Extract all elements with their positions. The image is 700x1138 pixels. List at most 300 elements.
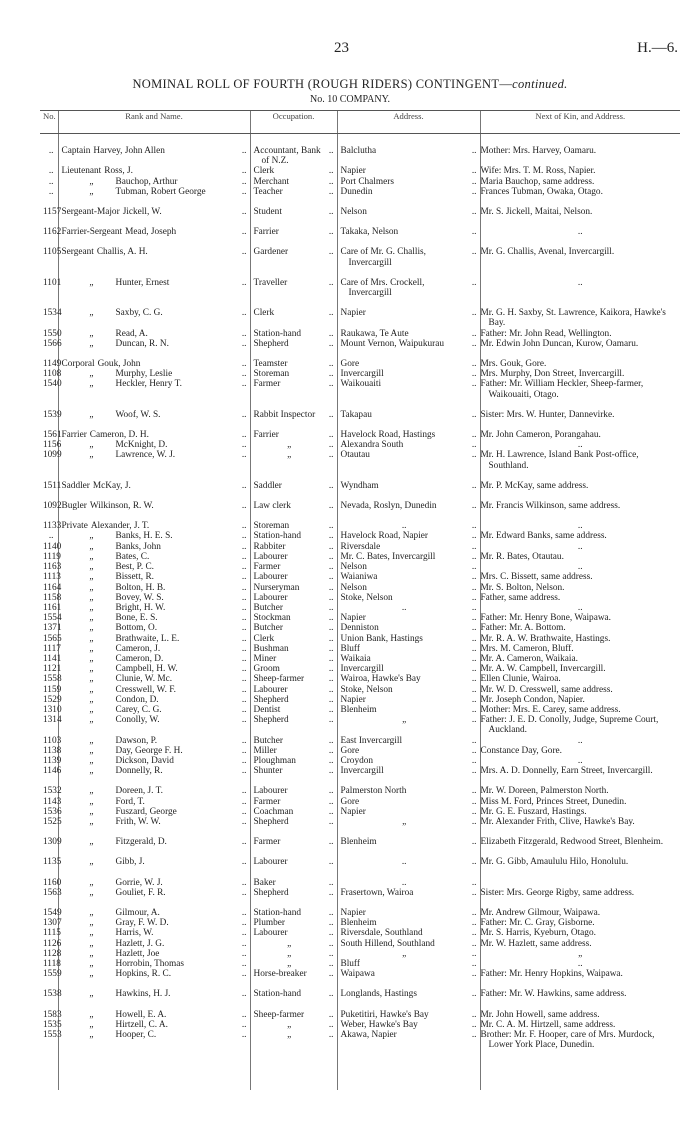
cell-text: Shunter [253, 766, 283, 777]
dot-leader: .. [241, 887, 247, 898]
dot-leader: .. [328, 572, 334, 583]
cell-content [341, 654, 477, 664]
cell-content [341, 807, 477, 817]
dot-leader: .. [471, 755, 477, 766]
cell-text: Waianiwa [340, 572, 378, 583]
rank-and-name [58, 572, 250, 582]
rank: Corporal [61, 359, 95, 370]
cell-content [254, 146, 334, 166]
dot-leader: .. [241, 959, 247, 969]
table-row [40, 134, 680, 167]
rank-ditto-mark: „ [89, 572, 94, 583]
cell-content [62, 715, 247, 725]
spacer [366, 908, 468, 918]
cell-text: Student [253, 207, 282, 218]
cell-content [62, 1030, 247, 1040]
name: Clunie, W. Mc. [115, 674, 173, 685]
service-number: 1540 [43, 379, 62, 390]
rank-ditto-mark: „ [89, 176, 94, 187]
table-row [40, 746, 680, 756]
cell-content [254, 1010, 334, 1020]
cell-text: Labourer [253, 592, 288, 603]
next-of-kin: Mr. G. H. Saxby, St. Lawrence, Kaikora, Hawke's Bay. [480, 298, 680, 328]
cell-content [62, 817, 247, 827]
address [337, 827, 480, 847]
cell-text: Stockman [253, 613, 291, 624]
spacer [384, 766, 468, 776]
service-number: 1119 [43, 551, 61, 562]
table-row [40, 379, 680, 399]
cell-text: Waikaia [340, 653, 371, 664]
rank-and-name [58, 197, 250, 217]
spacer [377, 572, 467, 582]
dot-leader: .. [471, 379, 477, 390]
spacer [164, 593, 238, 603]
spacer [421, 674, 468, 684]
cell-text: Butcher [253, 735, 283, 746]
cell-content [62, 583, 247, 593]
spacer [280, 664, 325, 674]
occupation [250, 1030, 337, 1090]
cell-content [341, 440, 477, 450]
service-number: 1105 [43, 247, 62, 258]
name: Cameron, D. H. [89, 430, 149, 441]
spacer [154, 572, 238, 582]
cell-text: Merchant [253, 176, 290, 187]
next-of-kin: Mrs. A. D. Donnelly, Earn Street, Invercargill. [480, 766, 680, 776]
rank-and-name [58, 511, 250, 531]
dot-leader: .. [241, 440, 247, 451]
dot-leader: .. [328, 755, 334, 766]
address [337, 928, 480, 938]
cell-content [254, 797, 334, 807]
spacer [283, 623, 325, 633]
spacer [162, 705, 238, 715]
cell-content [341, 227, 477, 237]
spacer [372, 410, 468, 420]
spacer [160, 410, 237, 420]
service-number: 1536 [43, 806, 62, 817]
occupation [250, 603, 337, 613]
cell-text: Miller [253, 745, 277, 756]
next-of-kin: Maria Bauchop, same address. [480, 177, 680, 187]
next-of-kin: Miss M. Ford, Princes Street, Dunedin. [480, 797, 680, 807]
address [337, 552, 480, 562]
occupation [250, 979, 337, 999]
occupation [250, 420, 337, 440]
dot-leader: .. [471, 623, 477, 634]
title-continued: continued. [512, 77, 568, 91]
cell-text: Labourer [253, 928, 288, 939]
cell-content [341, 664, 477, 674]
service-number: 1310 [43, 704, 62, 715]
dot-leader: .. [471, 572, 477, 583]
table-row [40, 736, 680, 746]
cell-content [341, 552, 477, 562]
dot-leader: .. [471, 969, 477, 980]
cell-content [254, 654, 334, 664]
spacer [163, 766, 238, 776]
table-row [40, 542, 680, 552]
dot-leader: .. [471, 959, 477, 969]
rank-and-name [58, 776, 250, 796]
occupation [250, 736, 337, 746]
spacer [169, 918, 238, 928]
dot-leader: .. [328, 715, 334, 726]
cell-text: „ [287, 450, 292, 461]
address [337, 511, 480, 531]
address [337, 134, 480, 167]
table-row [40, 827, 680, 847]
spacer [164, 939, 238, 949]
name: Read, A. [115, 328, 148, 339]
address [337, 1030, 480, 1090]
cell-content [254, 918, 334, 928]
cell-content [341, 166, 477, 176]
name: Gouliet, F. R. [115, 887, 166, 898]
cell-text: Station-hand [253, 907, 302, 918]
cell-text: Ploughman [253, 755, 296, 766]
rank-ditto-mark: „ [89, 664, 94, 675]
service-number: .. [48, 166, 54, 177]
name: Howell, E. A. [115, 1009, 167, 1020]
cell-text: Nelson [340, 207, 367, 218]
spacer [206, 187, 238, 197]
spacer [160, 908, 238, 918]
service-number: 1143 [43, 796, 62, 807]
spacer [158, 613, 238, 623]
address [337, 420, 480, 440]
service-number: 1115 [43, 928, 61, 939]
occupation [250, 400, 337, 420]
next-of-kin: Mr. Francis Wilkinson, same address. [480, 491, 680, 511]
cell-text: Takapau [340, 409, 372, 420]
cell-content [341, 481, 477, 491]
rank-ditto-mark: „ [89, 1030, 94, 1041]
rank-ditto-mark: „ [89, 277, 94, 288]
dot-leader: .. [241, 766, 247, 777]
cell-text: Stoke, Nelson [340, 592, 393, 603]
cell-content [341, 888, 477, 898]
spacer [148, 329, 238, 339]
rank: Saddler [61, 480, 90, 491]
cell-content [62, 797, 247, 807]
dot-leader: .. [241, 694, 247, 705]
cell-content [62, 572, 247, 582]
cell-content [341, 705, 477, 715]
address [337, 400, 480, 420]
cell-content [254, 644, 334, 654]
next-of-kin: Mr. G. Challis, Avenal, Invercargill. [480, 237, 680, 267]
rank-and-name [58, 623, 250, 633]
rank-ditto-mark: „ [89, 907, 94, 918]
dot-leader: .. [328, 877, 334, 888]
name: Frith, W. W. [115, 816, 161, 827]
rank: Farrier-Sergeant [61, 227, 123, 238]
table-row [40, 695, 680, 705]
cell-text: Saddler [253, 480, 282, 491]
spacer [291, 501, 325, 511]
dot-leader: .. [471, 613, 477, 624]
spacer [169, 278, 238, 288]
cell-content [341, 430, 477, 440]
cell-content [62, 644, 247, 654]
cell-text: Takaka, Nelson [340, 227, 399, 238]
table-row [40, 797, 680, 807]
address [337, 664, 480, 674]
next-of-kin: Mr. Joseph Condon, Napier. [480, 695, 680, 705]
cell-text: .. [401, 857, 407, 868]
rank-ditto-mark: „ [89, 592, 94, 603]
address [337, 847, 480, 867]
spacer [360, 959, 468, 969]
cell-content [254, 674, 334, 684]
rank-and-name [58, 420, 250, 440]
spacer [366, 166, 468, 176]
cell-text: Labourer [253, 684, 288, 695]
dot-leader: .. [241, 735, 247, 746]
cell-content [254, 1030, 334, 1040]
cell-content [254, 786, 334, 796]
rank-and-name [58, 695, 250, 705]
next-of-kin: .. [480, 736, 680, 746]
cell-text: .. [401, 521, 407, 532]
spacer [282, 481, 325, 491]
cell-content [254, 521, 334, 531]
rank-ditto-mark: „ [89, 379, 94, 390]
spacer [280, 379, 324, 389]
table-row [40, 685, 680, 695]
occupation [250, 572, 337, 582]
rank-ditto-mark: „ [89, 786, 94, 797]
spacer [429, 1010, 468, 1020]
rank-and-name [58, 736, 250, 746]
dot-leader: .. [241, 562, 247, 573]
occupation [250, 531, 337, 541]
cell-text: Frasertown, Wairoa [340, 887, 414, 898]
spacer [154, 562, 238, 572]
cell-text: Farrier [253, 430, 279, 441]
spacer [160, 715, 238, 725]
cell-content [62, 603, 247, 613]
dot-leader: .. [241, 877, 247, 888]
spacer [403, 440, 468, 450]
cell-content [341, 939, 477, 949]
rank-and-name [58, 685, 250, 695]
rank-and-name [58, 217, 250, 237]
dot-leader: .. [328, 694, 334, 705]
name: Cameron, D. [115, 653, 164, 664]
spacer [157, 623, 238, 633]
spacer [167, 837, 238, 847]
name: Hawkins, H. J. [115, 989, 171, 1000]
spacer [280, 705, 324, 715]
rank-and-name [58, 959, 250, 969]
cell-content [254, 227, 334, 237]
cell-text: Bluff [340, 643, 360, 654]
table-row [40, 420, 680, 440]
spacer [423, 634, 468, 644]
dot-leader: .. [241, 989, 247, 1000]
cell-content [62, 989, 247, 999]
address [337, 339, 480, 349]
spacer [289, 369, 325, 379]
name: Tubman, Robert George [115, 186, 206, 197]
spacer [176, 227, 238, 237]
dot-leader: .. [328, 918, 334, 929]
table-row [40, 644, 680, 654]
spacer [379, 623, 468, 633]
name: Condon, D. [115, 694, 159, 705]
next-of-kin: Ellen Clunie, Wairoa. [480, 674, 680, 684]
spacer [377, 705, 468, 715]
service-number: 1126 [43, 938, 62, 949]
address [337, 166, 480, 176]
name: Banks, John [115, 541, 161, 552]
address [337, 268, 480, 298]
cell-content [254, 685, 334, 695]
cell-content [62, 756, 247, 766]
spacer [435, 552, 468, 562]
cell-content [341, 542, 477, 552]
cell-content [254, 837, 334, 847]
occupation [250, 542, 337, 552]
occupation [250, 715, 337, 735]
service-number: 1532 [43, 786, 62, 797]
spacer [304, 674, 325, 684]
rank-and-name [58, 847, 250, 867]
next-of-kin: Father: Mr. John Read, Wellington. [480, 329, 680, 339]
rank-ditto-mark: „ [89, 653, 94, 664]
next-of-kin: Mr. R. Bates, Otautau. [480, 552, 680, 562]
cell-content [254, 766, 334, 776]
cell-text: Nurseryman [253, 582, 300, 593]
cell-text: Storeman [253, 369, 290, 380]
cell-content [341, 521, 477, 531]
dot-leader: .. [241, 745, 247, 756]
rank-and-name [58, 1000, 250, 1020]
name: Saxby, C. G. [115, 308, 163, 319]
rank-and-name [58, 562, 250, 572]
dot-leader: .. [328, 928, 334, 939]
dot-leader: .. [471, 562, 477, 573]
dot-leader: .. [328, 786, 334, 797]
spacer [293, 807, 325, 817]
cell-content [62, 695, 247, 705]
dot-leader: .. [471, 806, 477, 817]
cell-content [254, 634, 334, 644]
occupation [250, 969, 337, 979]
name: Hirtzell, C. A. [115, 1019, 168, 1030]
next-of-kin: Mr. W. Doreen, Palmerston North. [480, 776, 680, 796]
name: Fitzgerald, D. [115, 837, 167, 848]
address [337, 440, 480, 450]
service-number: 1121 [43, 664, 62, 675]
cell-content [62, 685, 247, 695]
cell-content [341, 562, 477, 572]
cell-text: Palmerston North [340, 786, 407, 797]
rank: Private [61, 521, 88, 532]
cell-text: Shepherd [253, 694, 289, 705]
address [337, 491, 480, 511]
cell-content [62, 521, 247, 531]
table-row [40, 898, 680, 918]
spacer [413, 888, 467, 898]
table-row [40, 613, 680, 623]
cell-content [62, 531, 247, 541]
cell-text: Farmer [253, 796, 281, 807]
next-of-kin: Mrs. C. Bissett, same address. [480, 572, 680, 582]
dot-leader: .. [241, 207, 247, 218]
address [337, 572, 480, 582]
spacer [131, 481, 238, 491]
cell-text: Bluff [340, 959, 360, 969]
spacer [393, 685, 468, 695]
rank-and-name [58, 491, 250, 511]
dot-leader: .. [471, 1030, 477, 1041]
cell-content [62, 634, 247, 644]
cell-text: Groom [253, 664, 280, 675]
rank-and-name [58, 349, 250, 369]
spacer [177, 807, 238, 817]
table-row [40, 817, 680, 827]
next-of-kin: Father: Mr. Henry Hopkins, Waipawa. [480, 969, 680, 979]
service-number: 1161 [43, 602, 62, 613]
rank-and-name [58, 918, 250, 928]
address [337, 471, 480, 491]
spacer [166, 888, 238, 898]
cell-content [62, 623, 247, 633]
name: Challis, A. H. [96, 247, 148, 258]
table-row [40, 491, 680, 511]
rank-ditto-mark: „ [89, 562, 94, 573]
dot-leader: .. [328, 551, 334, 562]
dot-leader: .. [241, 816, 247, 827]
cell-content [254, 329, 334, 339]
service-number: 1535 [43, 1019, 62, 1030]
cell-text: Butcher [253, 623, 283, 634]
dot-leader: .. [328, 684, 334, 695]
cell-content [254, 379, 334, 389]
rank-and-name [58, 450, 250, 470]
cell-content [254, 593, 334, 603]
occupation [250, 1020, 337, 1030]
spacer [384, 664, 468, 674]
occupation [250, 134, 337, 167]
spacer [375, 969, 468, 979]
service-number: 1103 [43, 735, 62, 746]
spacer [423, 928, 468, 938]
spacer [359, 359, 468, 369]
service-number: 1549 [43, 907, 62, 918]
rank-ditto-mark: „ [89, 551, 94, 562]
occupation [250, 918, 337, 928]
address [337, 969, 480, 979]
cell-content [254, 177, 334, 187]
spacer [163, 308, 238, 318]
cell-content [341, 969, 477, 979]
rank-and-name [58, 928, 250, 938]
cell-content [254, 878, 334, 888]
spacer [161, 817, 238, 827]
service-number: 1141 [43, 653, 62, 664]
cell-text: Sheep-farmer [253, 674, 305, 685]
table-row [40, 593, 680, 603]
address [337, 542, 480, 552]
cell-content [62, 746, 247, 756]
header-rank-name: Rank and Name. [58, 111, 250, 134]
dot-leader: .. [471, 521, 477, 532]
